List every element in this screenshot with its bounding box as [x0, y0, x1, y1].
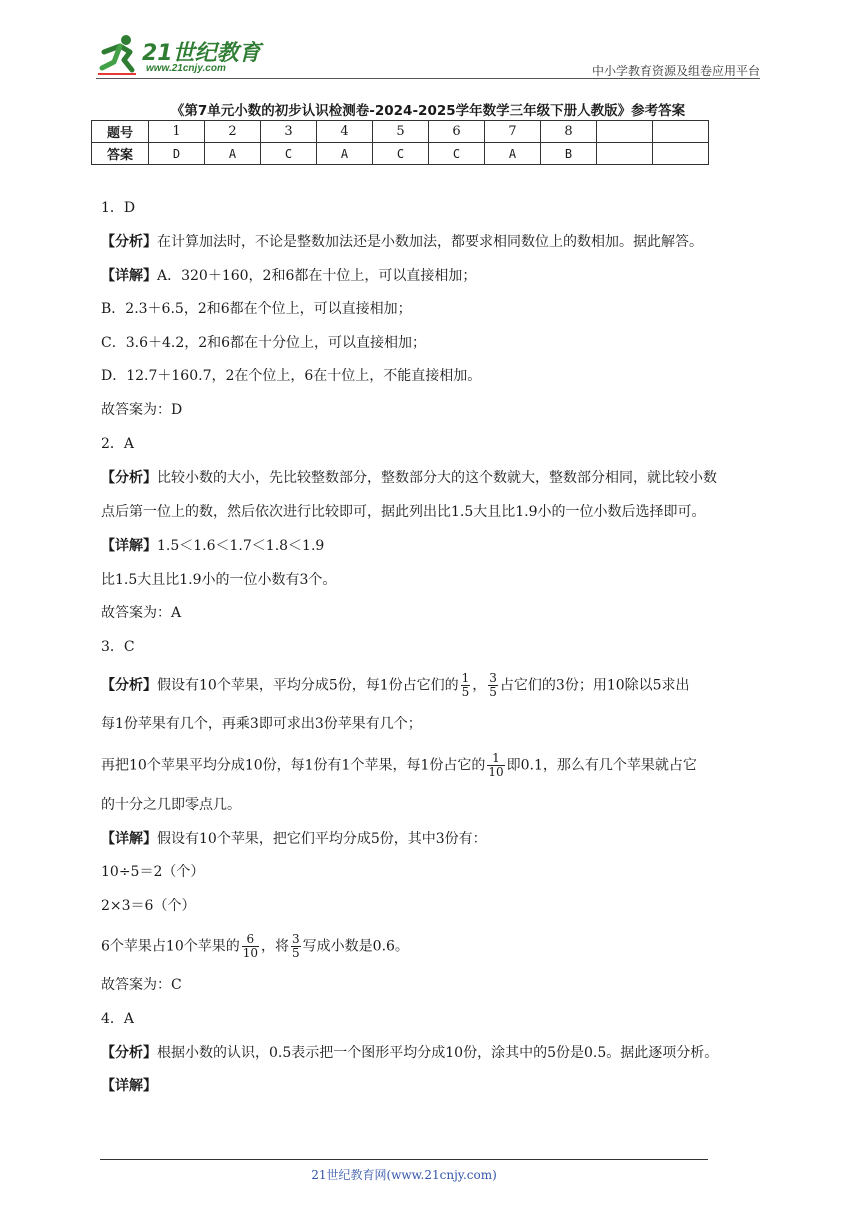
detail-text: A．320＋160，2和6都在十位上，可以直接相加； — [157, 268, 477, 284]
footer-divider — [100, 1159, 708, 1160]
site-logo — [96, 32, 266, 78]
q4-title: 4．A — [101, 1011, 135, 1027]
table-cell: 4 — [317, 121, 373, 143]
detail-text: 写成小数是0.6。 — [302, 938, 409, 955]
q3-analysis-4: 的十分之几即零点几。 — [101, 797, 241, 813]
q2-analysis-2: 点后第一位上的数，然后依次进行比较即可，据此列出比1.5大且比1.9小的一位小数后选择即可。 — [101, 504, 706, 520]
q1-title: 1．D — [101, 200, 136, 216]
denominator: 5 — [489, 685, 497, 699]
table-cell: A — [317, 143, 373, 165]
detail-text: 6个苹果占10个苹果的 — [101, 938, 240, 955]
q2-detail-1 — [101, 536, 324, 556]
q3-analysis-1 — [101, 672, 690, 699]
numerator: 1 — [461, 671, 470, 685]
fraction — [291, 933, 301, 960]
table-cell — [597, 121, 653, 143]
analysis-label: 【分析】 — [101, 1045, 157, 1061]
table-cell: C — [261, 143, 317, 165]
fraction — [461, 672, 471, 699]
header-divider — [96, 78, 760, 79]
table-cell: 6 — [429, 121, 485, 143]
q1-detail-b: B．2.3＋6.5，2和6都在个位上，可以直接相加； — [101, 301, 412, 317]
q4-analysis — [101, 1043, 718, 1063]
numerator: 3 — [489, 671, 497, 685]
q1-analysis — [101, 232, 703, 252]
row-label-answer: 答案 — [92, 143, 149, 165]
document-title: 《第7单元小数的初步认识检测卷-2024-2025学年数学三年级下册人教版》参考答案 — [170, 103, 686, 119]
analysis-text: 占它们的3份；用10除以5求出 — [499, 677, 690, 694]
analysis-label: 【分析】 — [101, 470, 157, 486]
table-cell: B — [541, 143, 597, 165]
table-cell: 2 — [205, 121, 261, 143]
q3-answer: 故答案为：C — [101, 977, 182, 993]
q2-analysis-1 — [101, 468, 717, 488]
analysis-text: 假设有10个苹果，平均分成5份，每1份占它们的 — [157, 677, 459, 694]
analysis-text: 比较小数的大小，先比较整数部分，整数部分大的这个数就大，整数部分相同，就比较小数 — [157, 470, 717, 486]
runner-icon — [96, 32, 142, 78]
table-cell: D — [149, 143, 205, 165]
logo-url: www.21cnjy.com — [146, 63, 226, 74]
detail-label: 【详解】 — [101, 538, 157, 554]
table-cell: 8 — [541, 121, 597, 143]
table-cell: 7 — [485, 121, 541, 143]
denominator: 5 — [292, 946, 300, 960]
page-footer: 21世纪教育网(www.21cnjy.com) — [311, 1168, 497, 1182]
detail-label: 【详解】 — [101, 831, 157, 847]
q3-title: 3．C — [101, 639, 135, 655]
analysis-text: 再把10个苹果平均分成10份，每1份有1个苹果，每1份占它的 — [101, 757, 486, 774]
table-cell: A — [485, 143, 541, 165]
denominator: 10 — [488, 765, 504, 779]
table-cell — [597, 143, 653, 165]
q4-detail-label: 【详解】 — [101, 1078, 157, 1094]
table-cell — [653, 143, 709, 165]
analysis-text: 在计算加法时，不论是整数加法还是小数加法，都要求相同数位上的数相加。据此解答。 — [157, 234, 703, 250]
q2-title: 2．A — [101, 436, 135, 452]
q3-detail-1 — [101, 829, 487, 849]
numerator: 6 — [242, 933, 259, 947]
answer-table — [91, 120, 709, 165]
numerator: 3 — [292, 932, 300, 946]
analysis-text: 即0.1，那么有几个苹果就占它 — [506, 757, 697, 774]
fraction — [487, 752, 504, 779]
fraction — [488, 672, 498, 699]
q2-answer: 故答案为：A — [101, 605, 182, 621]
page-header — [96, 30, 760, 78]
denominator: 10 — [242, 946, 259, 960]
detail-label: 【详解】 — [101, 268, 157, 284]
table-cell: 3 — [261, 121, 317, 143]
separator: ， — [472, 677, 487, 694]
table-cell: 1 — [149, 121, 205, 143]
table-cell: C — [373, 143, 429, 165]
table-cell: C — [429, 143, 485, 165]
q3-detail-4 — [101, 933, 409, 960]
q2-detail-2: 比1.5大且比1.9小的一位小数有3个。 — [101, 572, 337, 588]
q3-analysis-2: 每1份苹果有几个，再乘3即可求出3份苹果有几个； — [101, 716, 422, 732]
q1-answer: 故答案为：D — [101, 402, 183, 418]
q3-detail-3: 2×3＝6（个） — [101, 898, 196, 914]
table-cell: 5 — [373, 121, 429, 143]
table-cell — [653, 121, 709, 143]
analysis-text: 根据小数的认识，0.5表示把一个图形平均分成10份，涂其中的5份是0.5。据此逐项分析。 — [157, 1045, 719, 1061]
analysis-label: 【分析】 — [101, 234, 157, 250]
table-row-answers — [92, 143, 709, 165]
detail-text: 假设有10个苹果，把它们平均分成5份，其中3份有： — [157, 831, 487, 847]
row-label-number: 题号 — [92, 121, 149, 143]
q3-analysis-3 — [101, 752, 697, 779]
q1-detail-d: D．12.7＋160.7，2在个位上，6在十位上，不能直接相加。 — [101, 368, 482, 384]
numerator: 1 — [487, 752, 504, 766]
denominator: 5 — [461, 685, 470, 699]
platform-name: 中小学教育资源及组卷应用平台 — [591, 64, 760, 78]
detail-text: ，将 — [261, 938, 290, 955]
q1-detail-a — [101, 266, 476, 286]
table-row-numbers — [92, 121, 709, 143]
fraction — [242, 933, 259, 960]
q3-detail-2: 10÷5＝2（个） — [101, 864, 205, 880]
logo-text: 21世纪教育 — [142, 41, 261, 66]
analysis-label: 【分析】 — [101, 677, 157, 694]
q1-detail-c: C．3.6＋4.2，2和6都在十分位上，可以直接相加； — [101, 335, 427, 351]
table-cell: A — [205, 143, 261, 165]
detail-text: 1.5＜1.6＜1.7＜1.8＜1.9 — [157, 538, 325, 554]
